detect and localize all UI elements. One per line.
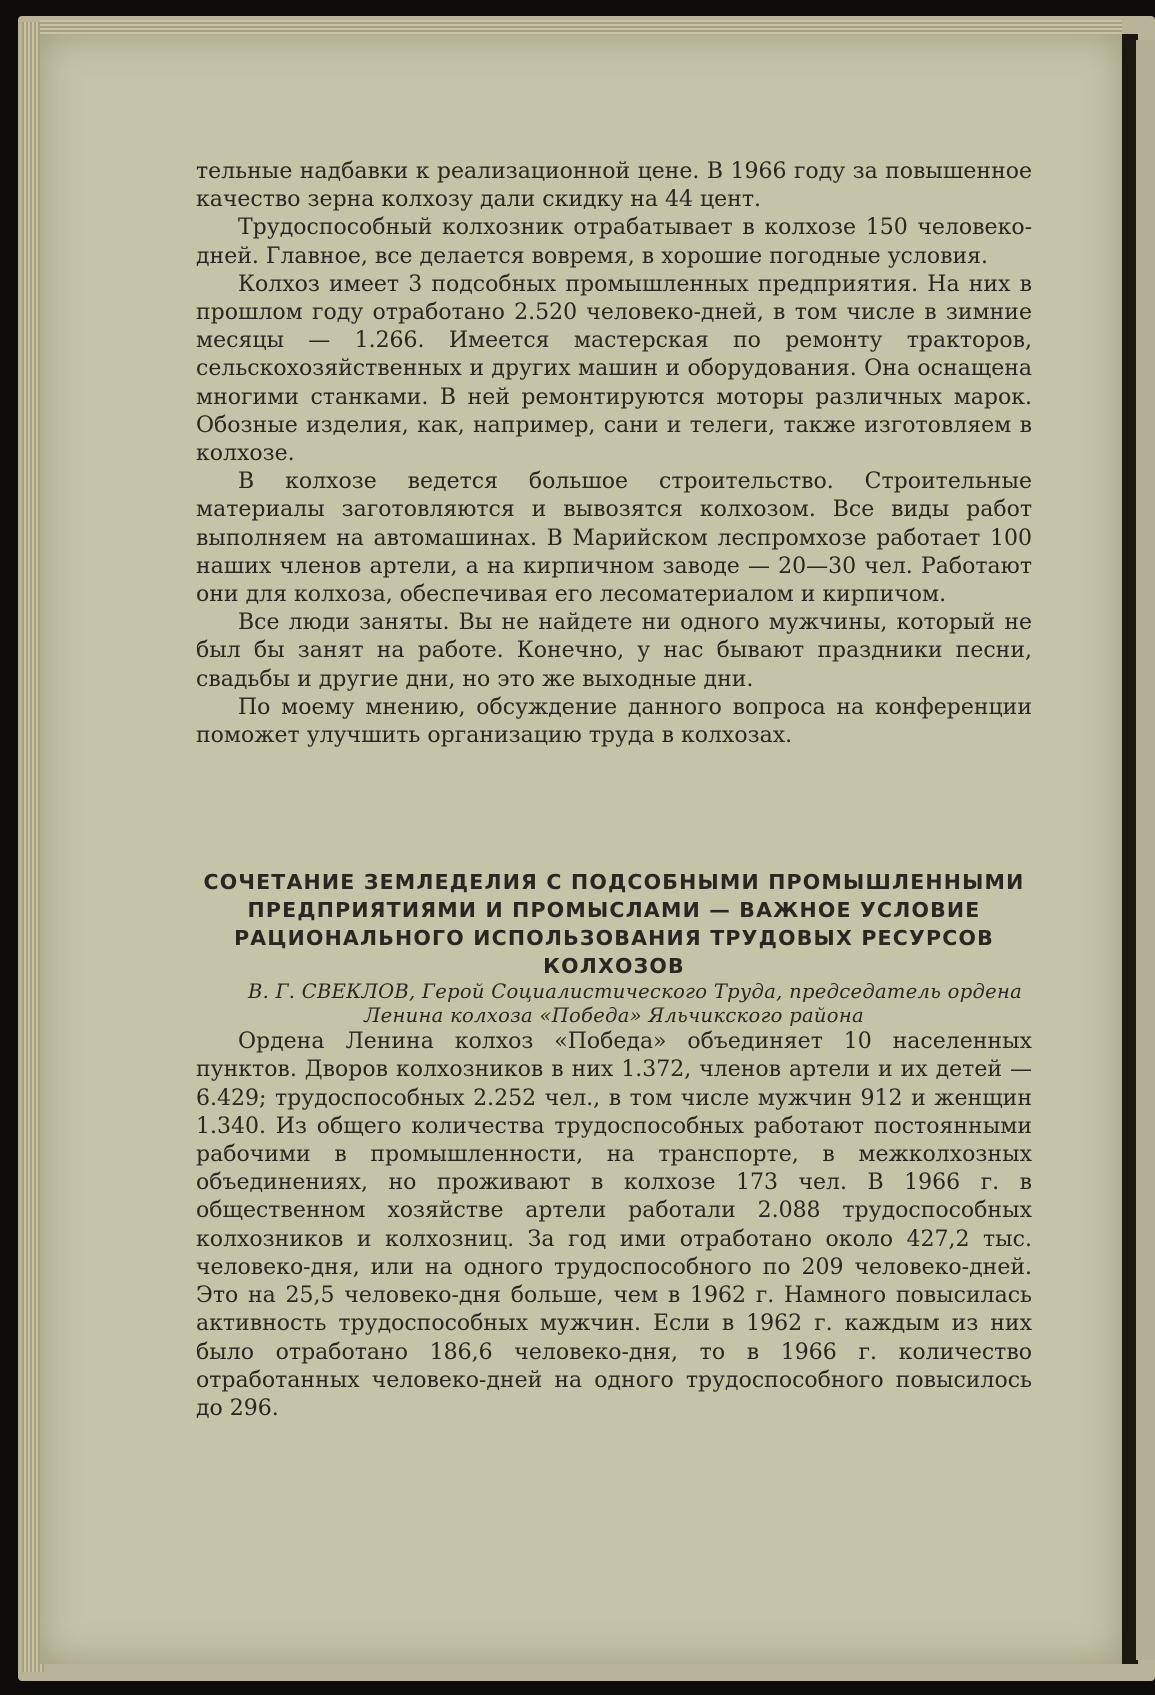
- paragraph: Колхоз имеет 3 подсобных промышленных предприятия. На них в прошлом году отработано 2.520 человеко-дней, в том числе в зимние месяцы — 1.266. Имеется мастерская по ремонту тракторов, сельскохозяйственных и других машин и оборудования. Она оснащена многими станками. В ней ремонтируются моторы различных марок. Обозные изделия, как, например, сани и телеги, также изготовляем в колхозе.: [196, 271, 1032, 467]
- paragraph: В колхозе ведется большое строительство. Строительные материалы заготовляются и вывозятся колхозом. Все виды работ выполняем на автомашинах. В Марийском леспромхозе работает 100 наших членов артели, а на кирпичном заводе — 20—30 чел. Работают они для колхоза, обеспечивая его лесоматериалом и кирпичом.: [196, 469, 1032, 608]
- paragraph: Трудоспособный колхозник отрабатывает в колхозе 150 человеко-дней. Главное, все делается вовремя, в хорошие погодные условия.: [196, 215, 1032, 269]
- paragraph: По моему мнению, обсуждение данного вопроса на конференции поможет улучшить организацию труда в колхозах.: [196, 694, 1032, 749]
- article-heading: СОЧЕТАНИЕ ЗЕМЛЕДЕЛИЯ С ПОДСОБНЫМИ ПРОМЫШЛЕННЫМИ ПРЕДПРИЯТИЯМИ И ПРОМЫСЛАМИ — ВАЖНОЕ УСЛОВИЕ РАЦИОНАЛЬНОГО ИСПОЛЬЗОВАНИЯ ТРУДОВЫХ РЕСУРСОВ КОЛХОЗОВ: [203, 870, 1025, 979]
- article-byline: В. Г. СВЕКЛОВ, Герой Социалистического Труда, председатель ордена Ленина колхоза «Победа» Яльчикского района: [247, 980, 1023, 1028]
- section-gap: [196, 750, 1032, 868]
- paragraph: тельные надбавки к реализационной цене. В 1966 году за повышенное качество зерна колхозу дали скидку на 44 цент.: [196, 159, 1032, 213]
- article-body: Ордена Ленина колхоз «Победа» объединяет 10 населенных пунктов. Дворов колхозников в них 1.372, членов артели и их детей — 6.429; трудоспособных 2.252 чел., в том числе мужчин 912 и женщин 1.340. Из общего количества трудоспособных работают постоянными рабочими в промышленности, на транспорте, в межколхозных объединениях, но проживают в колхозе 173 чел. В 1966 г. в общественном хозяйстве артели работали 2.088 трудоспособных колхозников и колхозниц. За год ими отработано около 427,2 тыс. человеко-дня, или на одного трудоспособного по 209 человеко-дней. Это на 25,5 человеко-дня больше, чем в 1962 г. Намного повысилась активность трудоспособных мужчин. Если в 1962 г. каждым из них было отработано 186,6 человеко-дня, то в 1966 г. количество отработанных человеко-дней на одного трудоспособного повысилось до 296.: [196, 1029, 1032, 1421]
- next-page-edge: [1136, 40, 1155, 1660]
- page-text: [196, 158, 1032, 1423]
- paragraph: Все люди заняты. Вы не найдете ни одного мужчины, который не был бы занят на работе. Конечно, у нас бывают праздники песни, свадьбы и другие дни, но это же выходные дни.: [196, 610, 1032, 692]
